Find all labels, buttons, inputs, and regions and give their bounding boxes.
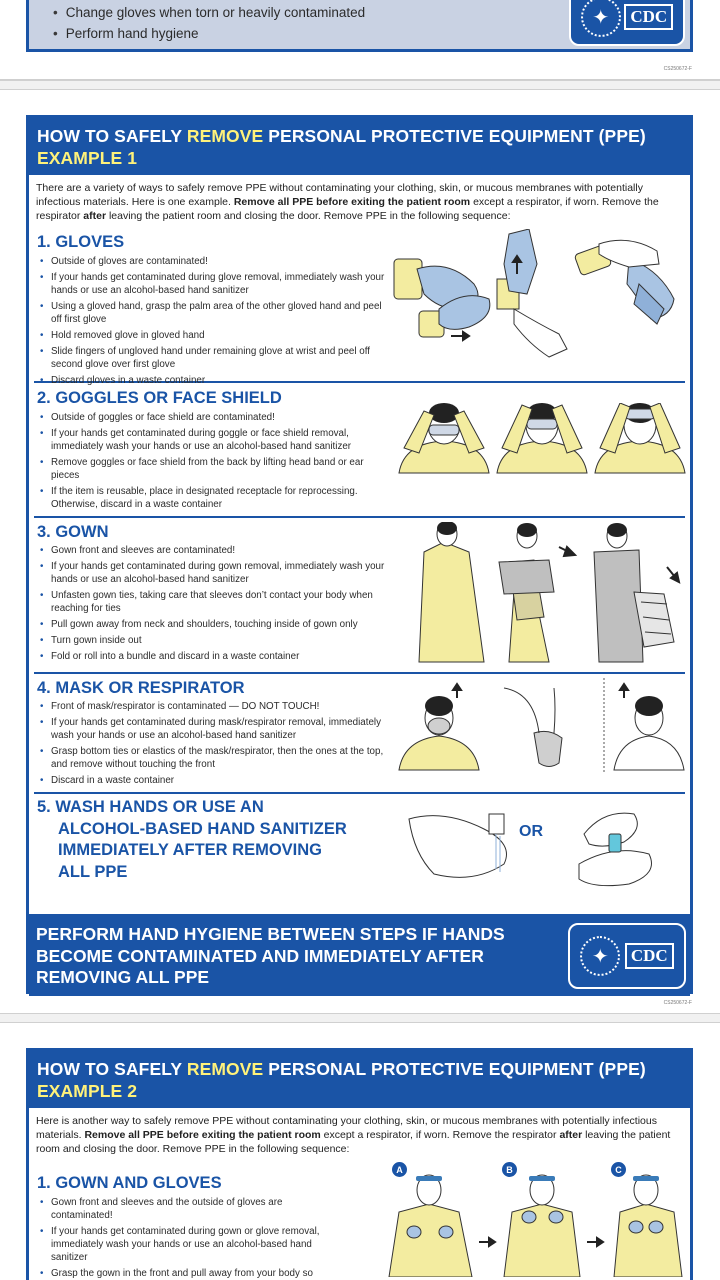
bullet-item: • Outside of goggles or face shield are contaminated! [37, 411, 387, 424]
step-bullets [37, 544, 392, 663]
hhs-eagle-icon: ✦ [581, 0, 621, 37]
bullet-item: • If your hands get contaminated during gown or glove removal, immediately wash your hands or use an alcohol-based hand sanitizer [37, 1225, 337, 1264]
bullet-item: • Slide fingers of ungloved hand under remaining glove at wrist and peel off second glove over first glove [37, 345, 387, 371]
bullet-item: • If the item is reusable, place in designated receptacle for reprocessing. Otherwise, discard in a waste container [37, 485, 387, 511]
bullet-item: • Gown front and sleeves are contaminated! [37, 544, 392, 557]
intro-paragraph: Here is another way to safely remove PPE without contaminating your clothing, skin, or mucous membranes with potentially infectious materials. Remove all PPE before exiting the patient room except a respirator, if worn. Remove the respirator after leaving the patient room and closing the door. Remove PPE in the following sequence: [36, 1115, 671, 1155]
step-title: 3. GOWN [37, 523, 109, 541]
step-mask [29, 674, 690, 792]
step-bullets [37, 700, 392, 787]
glove-removal-illustration [389, 229, 684, 374]
step-title-line: ALCOHOL-BASED HAND SANITIZER [58, 819, 347, 838]
step-title-line: IMMEDIATELY AFTER REMOVING [58, 841, 323, 859]
bullet-item: • Unfasten gown ties, taking care that sleeves don’t contact your body when reaching for ties [37, 589, 392, 615]
bullet-item: • Pull gown away from neck and shoulders, touching inside of gown only [37, 618, 392, 631]
document-code: CS250672-F [663, 66, 692, 72]
step-gown [29, 518, 690, 672]
bullet-item: • Grasp bottom ties or elastics of the mask/respirator, then the ones at the top, and remove without touching the front [37, 745, 392, 771]
step-bullets [37, 411, 387, 511]
bullet-item: • Using a gloved hand, grasp the palm area of the other gloved hand and peel off first glove [37, 300, 387, 326]
poster-title: HOW TO SAFELY REMOVE PERSONAL PROTECTIVE EQUIPMENT (PPE) EXAMPLE 2 [37, 1059, 646, 1101]
bullet-item: • Perform hand hygiene [53, 23, 365, 44]
bullet-item: • Change gloves when torn or heavily contaminated [53, 2, 365, 23]
previous-poster-footer [26, 0, 693, 52]
step-title: 4. MASK OR RESPIRATOR [37, 679, 245, 697]
hygiene-bullets [53, 2, 365, 44]
step-title: 2. GOGGLES OR FACE SHIELD [37, 389, 282, 407]
bullet-item: • Gown front and sleeves and the outside of gloves are contaminated! [37, 1196, 337, 1222]
poster-title: HOW TO SAFELY REMOVE PERSONAL PROTECTIVE EQUIPMENT (PPE) EXAMPLE 1 [37, 126, 646, 168]
cdc-logo-text: CDC [625, 943, 674, 969]
bullet-item: • If your hands get contaminated during glove removal, immediately wash your hands or use an alcohol-based hand sanitizer [37, 271, 387, 297]
cdc-logo [568, 923, 686, 989]
step-title-line: ALL PPE [58, 862, 128, 881]
step-label-c: C [611, 1162, 626, 1177]
step-title: 1. GLOVES [37, 233, 125, 251]
poster-header [29, 1051, 690, 1108]
bullet-item: • Discard gloves in a waste container [37, 374, 387, 387]
cdc-logo [569, 0, 685, 46]
step-hand-hygiene [29, 794, 690, 914]
bullet-item: • If your hands get contaminated during mask/respirator removal, immediately wash your hands or use an alcohol-based hand sanitizer [37, 716, 392, 742]
gown-glove-removal-illustration [384, 1172, 689, 1277]
step-label-b: B [502, 1162, 517, 1177]
example-label: EXAMPLE 2 [37, 1081, 138, 1101]
intro-paragraph: There are a variety of ways to safely remove PPE without contaminating your clothing, skin, or mucous membranes with potentially infectious materials. Here is one example. Remove all PPE before exiting the patient room except a respirator, if worn. Remove the respirator after leaving the patient room and closing the door. Remove PPE in the following sequence: [36, 182, 659, 222]
poster-header [29, 118, 690, 175]
step-goggles [29, 383, 690, 516]
ppe-poster-example-2 [26, 1048, 693, 1280]
bullet-item: • Turn gown inside out [37, 634, 392, 647]
step-bullets [37, 255, 387, 387]
bullet-item: • If your hands get contaminated during goggle or face shield removal, immediately wash your hands or use an alcohol-based hand sanitizer [37, 427, 387, 453]
bullet-item: • Discard in a waste container [37, 774, 392, 787]
cdc-logo-text: CDC [624, 4, 673, 30]
page-divider [0, 80, 720, 90]
bullet-item: • Grasp the gown in the front and pull away from your body so [37, 1267, 337, 1280]
bullet-item: • If your hands get contaminated during gown removal, immediately wash your hands or use an alcohol-based hand sanitizer [37, 560, 392, 586]
example-label: EXAMPLE 1 [37, 148, 138, 168]
previous-page-fragment [0, 0, 720, 80]
bullet-item: • Fold or roll into a bundle and discard in a waste container [37, 650, 392, 663]
bullet-item: • Front of mask/respirator is contaminated — DO NOT TOUCH! [37, 700, 392, 713]
document-code: CS250672-F [663, 1000, 692, 1006]
page-divider [0, 1013, 720, 1023]
poster-footer [29, 914, 690, 996]
hand-washing-illustration [404, 794, 684, 894]
mask-removal-illustration [394, 678, 689, 773]
ppe-poster-example-1 [26, 115, 693, 994]
step-label-a: A [392, 1162, 407, 1177]
step-gloves [29, 223, 690, 386]
gown-removal-illustration [409, 522, 689, 667]
footer-message: PERFORM HAND HYGIENE BETWEEN STEPS IF HANDS BECOME CONTAMINATED AND IMMEDIATELY AFTER REMOVING ALL PPE [36, 924, 505, 987]
bullet-item: • Hold removed glove in gloved hand [37, 329, 387, 342]
step-title: 5. WASH HANDS OR USE AN [37, 798, 264, 816]
or-label: OR [519, 823, 543, 840]
step-bullets [37, 1196, 337, 1280]
step-gown-and-gloves [29, 1156, 690, 1279]
hhs-eagle-icon: ✦ [580, 936, 620, 976]
bullet-item: • Remove goggles or face shield from the back by lifting head band or ear pieces [37, 456, 387, 482]
step-title: 1. GOWN AND GLOVES [37, 1174, 222, 1192]
goggle-removal-illustration [389, 403, 689, 475]
bullet-item: • Outside of gloves are contaminated! [37, 255, 387, 268]
